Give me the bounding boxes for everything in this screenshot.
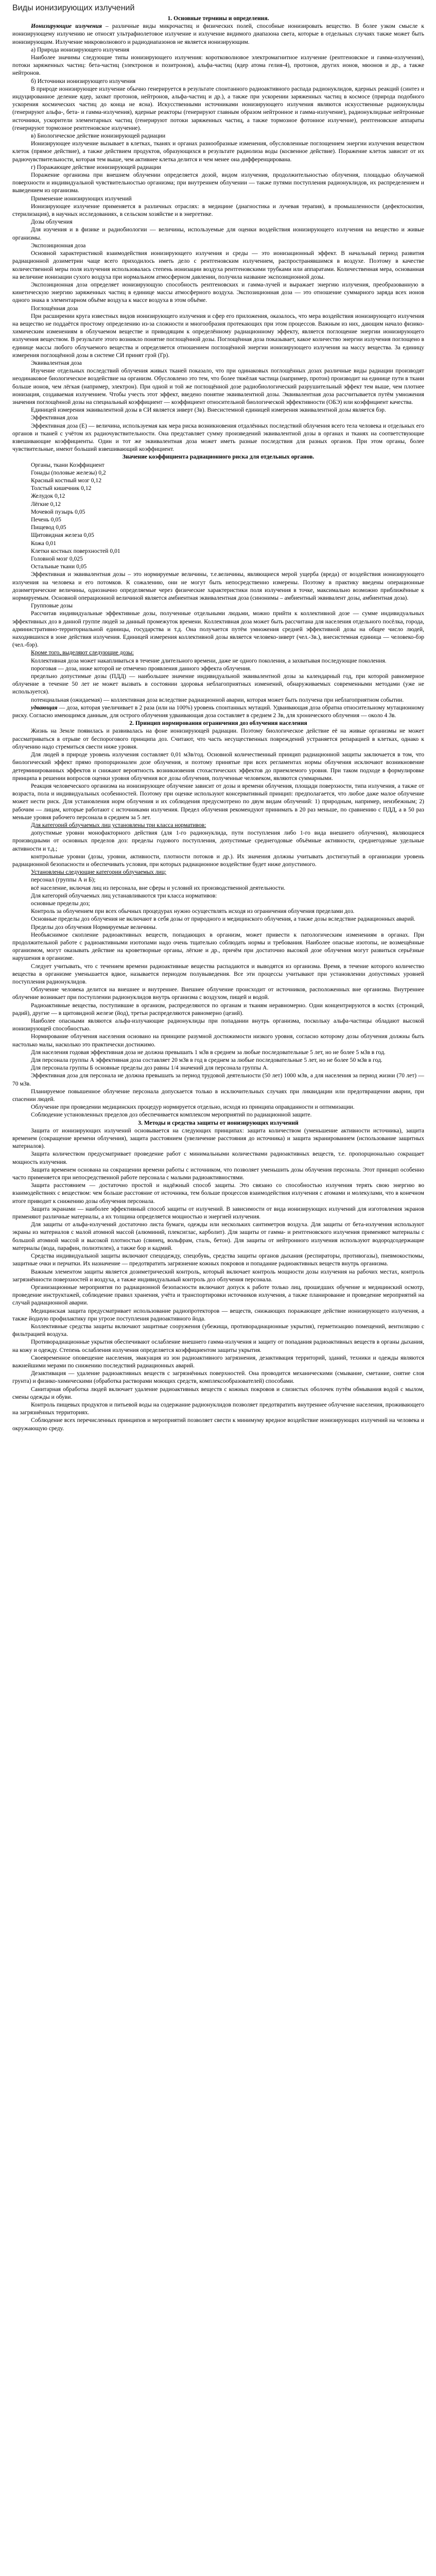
- paragraph: Облучение при проведении медицинских процедур нормируется отдельно, исходя из принципа оправданности и оптимизации.: [31, 1104, 355, 1111]
- paragraph: Необъяснимое скопление радиоактивных веществ, попадающих в организм, может привести к патологическим изменениям в органах. При продолжительной работе с радиоактивными изотопами надо очень тщательно соблюдать нормы и требования. Наиболее опасные изотопы, не возмещённые организмом, могут оказывать действие на кроветворные органы, лёгкие и др., причём при достаточно высокой дозе облучения могут развиться серьёзные нарушения в организме.: [12, 931, 424, 962]
- paragraph: Щитовидная железа 0,05: [31, 532, 94, 539]
- paragraph: Коллективная доза может накапливаться в течение длительного времени, даже не одного поколения, а захватывая последующие поколения.: [31, 657, 387, 664]
- paragraph: в) Биологическое действие ионизирующей радиации: [31, 132, 166, 140]
- paragraph: Головной мозг 0,025: [31, 555, 83, 563]
- paragraph: Ионизирующее излучение применяется в различных отраслях: в медицине (диагностика и лучевая терапия), в промышленности (дефектоскопия, стерилизация), в научных исследованиях, в сельском хозяйстве и в энергетике.: [12, 202, 424, 218]
- paragraph: Защита экранами — наиболее эффективный способ защиты от излучений. В зависимости от вида ионизирующих излучений для изготовления экранов применяют различные материалы, а их толщина определяется мощностью и энергией излучения.: [12, 1205, 424, 1221]
- paragraph: Лёгкие 0,12: [31, 500, 61, 507]
- paragraph: Пределы доз облучения Нормируемые величины.: [31, 923, 157, 930]
- paragraph: Органы, ткани Коэффициент: [31, 461, 104, 468]
- document-body: [12, 14, 424, 1432]
- paragraph: Медицинская защита предусматривает использование радиопротекторов — веществ, снижающих поражающее действие ионизирующего излучения, а также йодную профилактику при угрозе поступления радиоактивного йода.: [12, 1307, 424, 1322]
- paragraph: Остальные ткани 0,05: [31, 563, 87, 570]
- paragraph: б) Источники ионизирующего излучения: [31, 77, 136, 84]
- paragraph: основные пределы доз;: [31, 900, 90, 907]
- paragraph: Соблюдение установленных пределов доз обеспечивается комплексом мероприятий по радиационной защите.: [31, 1111, 312, 1118]
- paragraph: удвающая — доза, которая увеличивает в 2 раза (или на 100%) уровень спонтанных мутаций. Удваивающая доза обратна относительному мутационному риску. Согласно имеющимся данным, для острого облучения удваивающая доза составляет в среднем 2 Зв, для хронического облучения — около 4 Зв.: [12, 704, 424, 719]
- paragraph: Желудок 0,12: [31, 493, 65, 500]
- paragraph: Защита от ионизирующих излучений основывается на следующих принципах: защита количеством (уменьшение активности источника), защита временем (сокращение времени облучения), защита расстоянием (увеличение расстояния до источника) и защита экранированием (использование защитных материалов).: [12, 1127, 424, 1150]
- paragraph: Толстый кишечник 0,12: [31, 485, 92, 492]
- paragraph: Мочевой пузырь 0,05: [31, 508, 85, 515]
- paragraph: Кожа 0,01: [31, 539, 57, 547]
- paragraph: Кроме того, выделяют следующие дозы:: [31, 649, 134, 656]
- paragraph: Следует учитывать, что с течением времени радиоактивные вещества распадаются и выводятся из организма. Время, в течение которого количество вещества в организме уменьшается вдвое, называется периодом полувыведения. Все эти процессы учитывают при установлении допустимых уровней поступления радионуклидов.: [12, 962, 424, 985]
- paragraph: контрольные уровни (дозы, уровни, активности, плотности потоков и др.). Их значения должны учитывать достигнутый в организации уровень радиационной безопасности и обеспечивать условия, при которых радиационное воздействие будет ниже допустимого.: [12, 853, 424, 868]
- paragraph: Эффективная доза для персонала не должна превышать за период трудовой деятельности (50 лет) 1000 мЗв, а для населения за период жизни (70 лет) — 70 мЗв.: [12, 1072, 424, 1087]
- paragraph: Жизнь на Земле появилась и развивалась на фоне ионизирующей радиации. Поэтому биологическое действие её на живые организмы не может рассматриваться в отрыве от беспорогового принципа доз. Считают, что часть несущественных повреждений устраняется репарацией в клетках, однако к облучению надо стремиться свести ниже уровня.: [12, 727, 424, 750]
- paragraph: предельно допустимые дозы (ПДД) — наибольшее значение индивидуальной эквивалентной дозы за календарный год, при которой равномерное облучение в течение 50 лет не может вызвать в состоянии здоровья неблагоприятных изменений, обнаруживаемых современными методами (уже не используется).: [12, 673, 424, 696]
- paragraph: Противорадиационные укрытия обеспечивают ослабление внешнего гамма-излучения и защиту от попадания радиоактивных веществ в органы дыхания, на кожу и одежду. Степень ослабления излучения определяется коэффициентом защиты укрытия.: [12, 1338, 424, 1353]
- paragraph: потенциальная (ожидаемая) — коллективная доза вследствие радиационной аварии, которая может быть получена при неблагоприятном событии.: [31, 696, 404, 703]
- paragraph: Основные пределы доз облучения не включают в себя дозы от природного и медицинского облучения, а также дозы вследствие радиационных аварий.: [31, 916, 415, 923]
- paragraph: При расширении круга известных видов ионизирующего излучения и сфер его приложения, оказалось, что мера воздействия ионизирующего излучения на вещество не поддаётся простому определению из-за сложности и многообразия протекающих при этом процессов. Важным из них, дающим начало физико-химическим изменениям в облучаемом веществе и приводящим к определённому радиационному эффекту, является поглощение энергии ионизирующего излучения веществом. В результате этого возникло понятие поглощённой дозы. Поглощённая доза показывает, какое количество энергии излучения поглощено в единице массы любого облучаемого вещества и определяется отношением поглощённой энергии ионизирующего излучения на массу вещества. За единицу измерения поглощённой дозы в системе СИ принят грэй (Гр).: [12, 312, 424, 359]
- paragraph: Организационные мероприятия по радиационной безопасности включают допуск к работе только лиц, прошедших обучение и медицинский осмотр, проведение инструктажей, соблюдение правил хранения, учёта и транспортировки источников излучения, а также планирование и проведение мероприятий на случай радиационной аварии.: [12, 1283, 424, 1307]
- page-title: Виды ионизирующих излучений: [12, 4, 135, 12]
- paragraph: Наиболее опасными являются альфа-излучающие радионуклиды при попадании внутрь организма, поскольку альфа-частицы обладают высокой ионизирующей способностью.: [12, 1018, 424, 1032]
- paragraph: Ионизирующее излучение вызывает в клетках, тканях и органах разнообразные изменения, обусловленные поглощением энергии излучения веществом клеток (прямое действие), а также действием продуктов, образующихся в результате радиолиза воды (косвенное действие). Поражение клеток зависит от их радиочувствительности, которая тем выше, чем активнее клетка делится и чем менее она дифференцирована.: [12, 140, 424, 163]
- paragraph: Изучение отдельных последствий облучения живых тканей показало, что при одинаковых поглощённых дозах различные виды радиации производят неодинаковое биологическое воздействие на организм. Обусловлено это тем, что более тяжёлая частица (например, протон) производит на единице пути в ткани больше ионов, чем лёгкая (например, электрон). При одной и той же поглощённой дозе радиобиологический разрушительный эффект тем выше, чем плотнее ионизация, создаваемая излучением. Чтобы учесть этот эффект, введено понятие эквивалентной дозы. Эквивалентная доза рассчитывается путём умножения значения поглощённой дозы на специальный коэффициент — коэффициент относительной биологической эффективности (ОБЭ) или коэффициент качества.: [12, 367, 424, 405]
- paragraph: Наиболее значимы следующие типы ионизирующего излучения: коротковолновое электромагнитное излучение (рентгеновское и гамма-излучения), потоки заряженных частиц: бета-частиц (электронов и позитронов), альфа-частиц (ядер атома гелия-4), протонов, других ионов, мюонов и др., а также нейтронов.: [12, 54, 424, 77]
- paragraph: Клетки костных поверхностей 0,01: [31, 547, 120, 554]
- paragraph: Контроль пищевых продуктов и питьевой воды на содержание радионуклидов позволяет предотвратить внутреннее облучение населения, проживающего на загрязнённых территориях.: [12, 1401, 424, 1416]
- section-heading: 3. Методы и средства защиты от ионизирующих излучений: [138, 1119, 299, 1126]
- term-lead: Ионизирующие излучения: [31, 23, 102, 30]
- paragraph: Для категорий облучаемых лиц установлены три класса нормативов:: [31, 821, 206, 828]
- section-heading: Значение коэффициента радиационного риска для отдельных органов.: [122, 453, 315, 461]
- paragraph: Защита расстоянием — достаточно простой и надёжный способ защиты. Это связано со способностью излучения терять свою энергию во взаимодействиях с веществом: чем больше расстояние от источника, тем больше процессов взаимодействия излучения с атомами и молекулами, что в конечном итоге приводит к снижению дозы облучения персонала.: [12, 1182, 424, 1205]
- paragraph: Дозы облучения: [31, 218, 73, 226]
- paragraph: всё население, включая лиц из персонала, вне сферы и условий их производственной деятельности.: [31, 884, 286, 891]
- paragraph: Облучение человека делится на внешнее и внутреннее. Внешнее облучение происходит от источников, расположенных вне организма. Внутреннее облучение возникает при поступлении радионуклидов внутрь организма с воздухом, пищей и водой.: [12, 986, 424, 1001]
- paragraph: Красный костный мозг 0,12: [31, 477, 102, 484]
- paragraph: г) Поражающее действие ионизирующей радиации: [31, 163, 162, 171]
- paragraph: Радиоактивные вещества, поступившие в организм, распределяются по органам и тканям неравномерно. Одни концентрируются в костях (стронций, радий), другие — в щитовидной железе (йод), третьи распределяются равномерно (цезий).: [12, 1002, 424, 1016]
- paragraph: Ионизирующие излучения – различные виды микрочастиц и физических полей, способные ионизировать вещество. В более узком смысле к ионизирующему излучению не относят ультрафиолетовое излучение и излучение видимого диапазона света, которые в отдельных случаях также может быть ионизирующим. Излучение микроволнового и радиодиапазонов не является ионизирующим.: [12, 23, 424, 45]
- term-lead: удвающая: [31, 704, 58, 711]
- paragraph: Реакция человеческого организма на ионизирующее облучение зависит от дозы и времени облучения, площади поверхности, типа излучения, а также от возраста, пола и индивидуальных особенностей. Поэтому при оценке используют консервативный принцип: предполагается, что любое даже малое облучение может нести риск. Для установления норм облучения и их соблюдения предусмотрено по двум видам облучений: 1) природным, например, неизбежным; 2) рабочим — лицам, которые работают с источниками излучения. Предел облучения рекомендуют принимать в 20 раз меньше, по сравнению с ПДД, а в 50 раз меньше уровня рабочего персонала в среднем за 5 лет.: [12, 782, 424, 821]
- paragraph: Защита количеством предусматривает проведение работ с минимальными количествами радиоактивных веществ, т.е. пропорционально сокращает мощность излучения.: [12, 1150, 424, 1165]
- paragraph: Для защиты от альфа-излучений достаточно листа бумаги, одежды или нескольких сантиметров воздуха. Для защиты от бета-излучения используют экраны из материалов с малой атомной массой (алюминий, плексиглас, карболит). Для защиты от гамма- и рентгеновского излучения применяют материалы с большой атомной массой и высокой плотностью (свинец, вольфрам, сталь, бетон). Для защиты от нейтронного излучения используют водородсодержащие материалы (вода, парафин, полиэтилен), а также бор и кадмий.: [12, 1221, 424, 1251]
- paragraph: Экспозиционная доза: [31, 242, 86, 249]
- paragraph: Рассчитав индивидуальные эффективные дозы, полученные отдельными людьми, можно прийти к коллективной дозе — сумме индивидуальных эффективных доз в данной группе людей за данный промежуток времени. Коллективная доза может быть рассчитана для населения отдельного посёлка, города, административно-территориальной единицы, государства и т.д. Она получается путём умножения средней эффективной дозы на общее число людей, находившихся в зоне действия излучения. Единицей измерения коллективной дозы является человеко-зиверт (чел.-Зв.), внесистемная единица — человеко-бэр (чел.-бэр).: [12, 610, 424, 649]
- paragraph: Соблюдение всех перечисленных принципов и мероприятий позволяет свести к минимуму вредное воздействие ионизирующих излучений на человека и окружающую среду.: [12, 1417, 424, 1432]
- paragraph: Для персонала группы Б основные пределы доз равны 1/4 значений для персонала группы А.: [31, 1064, 269, 1072]
- paragraph: Коллективные средства защиты включают защитные сооружения (убежища, противорадиационные укрытия), герметизацию помещений, вентиляцию с фильтрацией воздуха.: [12, 1323, 424, 1338]
- paragraph: Единицей измерения эквивалентной дозы в СИ является зиверт (Зв). Внесистемной единицей измерения эквивалентной дозы является бэр.: [31, 406, 386, 414]
- paragraph: пороговая — доза, ниже которой не отмечено проявления данного эффекта облучения.: [31, 665, 252, 672]
- paragraph: Нормирование облучения населения основано на принципе разумной достижимости низкого уровня, согласно которому дозы облучения должны быть настолько малы, насколько это практически достижимо.: [12, 1033, 424, 1048]
- section-heading: 2. Принцип нормирования ограничения доз облучения населения: [129, 720, 307, 727]
- paragraph: Экспозиционная доза определяет ионизирующую способность рентгеновских и гамма-лучей и выражает энергию излучения, преобразованную в кинетическую энергию заряженных частиц в единице массы атмосферного воздуха. Экспозиционная доза — это отношение суммарного заряда всех ионов одного знака в элементарном объёме воздуха к массе воздуха в этом объёме.: [12, 281, 424, 304]
- paragraph: Эффективная доза: [31, 414, 78, 421]
- paragraph: Для людей в природе уровень излучения составляет 0,01 мЗв/год. Основной количественный принцип радиационной защиты заключается в том, что биологический эффект прямо пропорционален дозе облучения, и поэтому принятые при всех регламентах нормы облучения исключают возникновение детерминированных эффектов и снижают вероятность возникновения стохастических эффектов до приемлемого уровня. При таком подходе в формулировке принципа в решении вопросов оценки уровня облучения все дозы облучения, полученные человеком, являются суммарными.: [12, 751, 424, 782]
- paragraph: Поглощённая доза: [31, 304, 78, 312]
- paragraph: Эффективная доза (E) — величина, используемая как мера риска возникновения отдалённых последствий облучения всего тела человека и отдельных его органов и тканей с учётом их радиочувствительности. Она представляет сумму произведений эквивалентной дозы в органах и тканях на соответствующие взвешивающие коэффициенты. Один и тот же эквивалентная доза может иметь разные последствия для разных органов. При этом органы, более чувствительные, имеют больший взвешивающий коэффициент.: [12, 422, 424, 453]
- paragraph: Важным элементом защиты является дозиметрический контроль, который включает контроль мощности дозы излучения на рабочих местах, контроль загрязнённости поверхностей и воздуха, а также индивидуальный контроль доз облучения персонала.: [12, 1268, 424, 1283]
- paragraph: Поражение организма при внешнем облучении определяется дозой, видом излучения, продолжительностью облучения, площадью облучаемой поверхности и индивидуальной чувствительностью организма; при внутреннем облучении — также путями поступления радионуклидов, их распределением и выведением из организма.: [12, 172, 424, 194]
- paragraph: Применение ионизирующих излучений: [31, 195, 132, 202]
- paragraph: Средства индивидуальной защиты включают спецодежду, спецобувь, средства защиты органов дыхания (респираторы, противогазы), пневмокостюмы, защитные очки и перчатки. Их назначение — предотвратить загрязнение кожных покровов и попадание радиоактивных веществ внутрь организма.: [12, 1252, 424, 1267]
- paragraph: Для изучения и в физике и радиобиологии — величины, используемые для оценки воздействия ионизирующего излучения на вещество и живые организмы.: [12, 226, 424, 241]
- paragraph: Санитарная обработка людей включает удаление радиоактивных веществ с кожных покровов и слизистых оболочек путём обмывания водой с мылом, смены одежды и обуви.: [12, 1385, 424, 1400]
- paragraph: а) Природа ионизирующего излучения: [31, 46, 130, 53]
- paragraph: Эквивалентная доза: [31, 359, 82, 366]
- paragraph: Дезактивация — удаление радиоактивных веществ с загрязнённых поверхностей. Она проводится механическими (смывание, сметание, снятие слоя грунта) и физико-химическими (обработка растворами моющих средств, комплексообразователей) способами.: [12, 1370, 424, 1385]
- paragraph: В природе ионизирующее излучение обычно генерируется в результате спонтанного радиоактивного распада радионуклидов, ядерных реакций (синтез и индуцированное деление ядер, захват протонов, нейтронов, альфа-частиц и др.), а также при ускорении заряженных частиц в космосе (природа подобного ускорения космических частиц до конца не ясна). Искусственными источниками ионизирующего излучения являются искусственные радионуклиды (генерируют альфа-, бета- и гамма-излучения), ядерные реакторы (генерируют главным образом нейтронное и гамма-излучение), радионуклидные нейтронные источники, ускорители элементарных частиц (генерируют потоки заряженных частиц, а также тормозное фотонное излучение), рентгеновские аппараты (генерируют тормозное рентгеновское излучение).: [12, 85, 424, 131]
- paragraph: Групповые дозы: [31, 602, 73, 609]
- paragraph: персонал (группы А и Б);: [31, 876, 96, 884]
- paragraph: Основной характеристикой взаимодействия ионизирующего излучения и среды — это ионизационный эффект. В начальный период развития радиационной дозиметрии чаще всего приходилось иметь дело с рентгеновским излучением, распространявшимся в воздухе. Поэтому в качестве количественной меры поля излучения использовалась степень ионизации воздуха рентгеновскими трубками или аппаратами. Количественная мера, основанная на величине ионизации сухого воздуха при нормальном атмосферном давлении, получила название экспозиционной дозы.: [12, 250, 424, 280]
- paragraph: Своевременное оповещение населения, эвакуация из зон радиоактивного загрязнения, дезактивация территорий, зданий, техники и одежды являются важнейшими мерами по снижению последствий радиационных аварий.: [12, 1354, 424, 1369]
- paragraph: Для категорий облучаемых лиц устанавливаются три класса нормативов:: [31, 892, 217, 899]
- paragraph: Эффективная и эквивалентная дозы – это нормируемые величины, т.е.величины, являющиеся мерой ущерба (вреда) от воздействия ионизирующего излучения на человека и его потомков. К сожалению, они не могут быть непосредственно измерены. Поэтому в практику введены операционные дозиметрические величины, однозначно определяемые через физические характеристики поля излучения в точке, максимально возможно приближённые к нормируемым. Основной операционной величиной является амбиентная эквивалентная доза (синонимы – амбиентный эквивалент дозы, амбиентная доза).: [12, 571, 424, 602]
- paragraph: Для населения годовая эффективная доза не должна превышать 1 мЗв в среднем за любые последовательные 5 лет, но не более 5 мЗв в год.: [31, 1048, 386, 1056]
- paragraph: Защита временем основана на сокращении времени работы с источником, что позволяет уменьшить дозы облучения персонала. Этот принцип особенно часто применяется при непосредственной работе персонала с малыми радиоактивностями.: [12, 1166, 424, 1181]
- paragraph: Контроль за облучением при всех обычных процедурах нужно осуществлять исходя из ограничения облучения пределами доз.: [31, 908, 355, 915]
- section-heading: 1. Основные термины и определения.: [167, 15, 269, 22]
- paragraph: Гонады (половые железы) 0,2: [31, 469, 106, 476]
- paragraph: Для персонала группы А эффективная доза составляет 20 мЗв в год в среднем за любые последовательные 5 лет, но не более 50 мЗв в год.: [31, 1057, 382, 1064]
- paragraph: допустимые уровни монофакторного действия (для 1-го радионуклида, пути поступления либо 1-го вида внешнего облучения), являющиеся производными от основных пределов доз: пределы годового поступления, допустимые среднегодовые объёмные активности, среднегодовые удельные активности и т.д.;: [12, 829, 424, 852]
- paragraph: Печень 0,05: [31, 516, 61, 523]
- paragraph: Планируемое повышенное облучение персонала допускается только в исключительных случаях при ликвидации или предотвращении аварии, при спасении людей.: [12, 1088, 424, 1103]
- paragraph: Установлены следующие категории облучаемых лиц:: [31, 869, 167, 876]
- paragraph: Пищевод 0,05: [31, 524, 66, 531]
